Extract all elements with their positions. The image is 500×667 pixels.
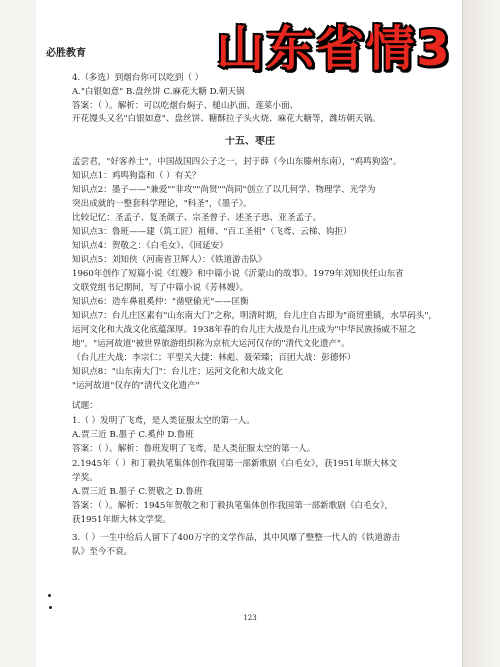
text-line: 知识点3：鲁班——建（筑工匠）祖师、"百工圣祖"（飞鸢、云梯、钩拒）	[72, 227, 352, 237]
page-number: 123	[243, 614, 257, 622]
text-line: 知识点4：贺敬之：《白毛女》、《回延安》	[72, 241, 228, 251]
text-line: A."白银如意" B.盘丝饼 C.麻花大糖 D.朝天锅	[72, 87, 245, 97]
text-line: 1.（ ）发明了飞鸢，是人类征服太空的第一人。	[72, 416, 255, 426]
text-line: 运河文化和大战文化底蕴深厚。1938年春的台儿庄大战是台儿庄成为"中华民族扬威不屈之	[72, 325, 416, 335]
text-line: 知识点2：墨子——"兼爱""非攻""尚贤""尚同"创立了以几何学、物理学、光学为	[72, 185, 376, 195]
scan-speck	[49, 606, 52, 609]
header-brand: 必胜教育	[46, 48, 86, 59]
section-heading: 十五、枣庄	[225, 136, 275, 147]
text-line: 比较记忆：圣孟子、复圣颜子、宗圣曾子、述圣子思、亚圣孟子。	[72, 213, 322, 223]
text-line: "运河故道"仅存的"清代文化遗产"	[72, 381, 200, 391]
text-line: 3.（ ）一生中给后人留下了400万字的文学作品，其中风靡了整整一代人的《铁道游击	[72, 533, 401, 543]
text-line: 知识点7：台儿庄区素有"山东南大门"之称，明清时期，台儿庄自古即为"商贸重镇，水旱码头"，	[72, 311, 438, 321]
scan-speck	[48, 594, 51, 597]
text-line: 答案：（ ）。解析：1945年贺敬之和丁毅执笔集体创作我国第一部新歌剧《白毛女》，	[72, 501, 394, 511]
text-line: 答案：（ ）。解析：鲁班发明了飞鸢，是人类征服太空的第一人。	[72, 444, 316, 454]
text-line: 1960年创作了短篇小说《红嫂》和中篇小说《沂蒙山的故事》。1979年刘知侠任山东省	[72, 269, 404, 279]
text-line: A.贾三近 B.墨子 C.贺敬之 D.鲁班	[72, 487, 203, 497]
text-line: 队》至今不衰。	[72, 547, 133, 557]
text-line: 知识点6：造车鼻祖奚仲："凿壁偷光"——匡衡	[72, 297, 249, 307]
text-line: 知识点8："山东南大门"：台儿庄；运河文化和大战文化	[72, 367, 284, 377]
text-line: A.贾三近 B.墨子 C.奚仲 D.鲁班	[72, 430, 194, 440]
text-line: 知识点1：鸡鸣狗盗和（ ）有关？	[72, 171, 201, 181]
page-fold	[462, 0, 500, 667]
text-line: 试题：	[72, 401, 98, 411]
text-line: 获1951年斯大林文学奖。	[72, 515, 172, 525]
text-line: 学奖。	[72, 473, 98, 483]
text-line: 突出成就的一整套科学理论，"科圣"，《墨子》。	[72, 199, 252, 209]
text-line: 开花馒头又名"白银如意"、盘丝饼、糖酥拉子头火烧、麻花大糖等，潍坊朝天锅。	[72, 114, 381, 124]
text-line: 孟尝君，"好客养士"，中国战国四公子之一，封于薛（今山东滕州东南），"鸡鸣狗盗"。	[72, 157, 402, 167]
text-line: 答案：（ ）。解析：可以吃烟台焖子、槌山扒面、莲菜小面、	[72, 101, 299, 111]
text-line: 地"，"运河故道"被世界旅游组织称为京杭大运河仅存的"清代文化遗产"。	[72, 339, 350, 349]
text-line: 知识点5：刘知侠（河南省卫辉人）：《铁道游击队》	[72, 255, 267, 265]
text-line: 文联党组书记期间，写了中篇小说《芳林嫂》。	[72, 283, 249, 293]
text-line: 2.1945年（ ）和丁毅执笔集体创作我国第一部新歌剧《白毛女》，获1951年斯大林文	[72, 459, 398, 469]
text-line: 4.（多选）到烟台你可以吃到（ ）	[72, 73, 204, 83]
text-line: （台儿庄大战：李宗仁；平型关大捷：林彪、聂荣臻；百团大战：彭德怀）	[72, 353, 356, 363]
title-banner: 山东省情3	[216, 21, 452, 77]
